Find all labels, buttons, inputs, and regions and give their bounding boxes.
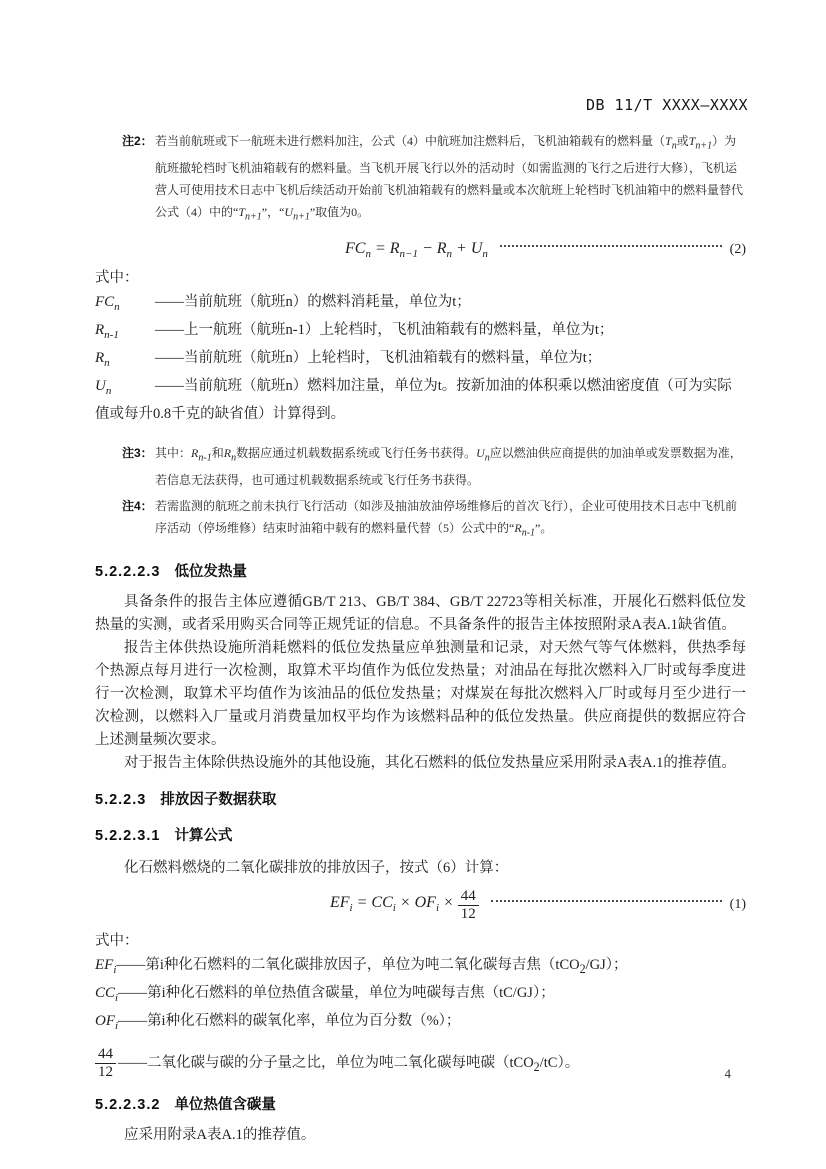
- definition-rn: [95, 347, 746, 375]
- dotted-leader: [491, 900, 722, 902]
- definition-cci-text: ——第i种化石燃料的单位热值含碳量，单位为吨碳每吉焦（tC/GJ）；: [118, 984, 555, 1001]
- formula-1: [95, 884, 746, 926]
- definition-cci-term: $CC_i$: [95, 984, 119, 1004]
- paragraph-ef-intro: 化石燃料燃烧的二氧化碳排放的排放因子，按式（6）计算：: [124, 859, 509, 876]
- definition-rn-term: $R_n$: [95, 349, 110, 369]
- note-4-label: 注4：: [122, 499, 153, 514]
- note-4: [95, 495, 746, 544]
- heading-5-2-2-3-2: [95, 1094, 746, 1116]
- formula-2: [95, 237, 746, 263]
- definition-efi-text: ——第i种化石燃料的二氧化碳排放因子，单位为吨二氧化碳每吉焦（tCO$_2$/GJ）；: [116, 956, 628, 976]
- doc-code-header: DB 11/T XXXX—XXXX: [585, 96, 748, 114]
- note-3-text: 其中：$R_{n-1}$和$R_n$数据应通过机载数据系统或飞行任务书获得。$U_n$应以燃油供应商提供的加油单或发票数据为准，若信息无法获得，也可通过机载数据系统或飞行任务书获得。: [155, 445, 742, 488]
- heading-5-2-2-3-title: 排放因子数据获取: [160, 791, 277, 808]
- note-2-text: 若当前航班或下一航班未进行燃料加注，公式（4）中航班加注燃料后，飞机油箱载有的燃料量（$T_n$或$T_{n+1}$）为航班撤轮档时飞机油箱载有的燃料量。当飞机开展飞行以外的活动时（如需监测的飞行之后进行大修），飞机运营人可使用技术日志中飞机后续活动开始前飞机油箱载有的燃料量或本次航班上轮档时飞机油箱中的燃料量替代公式（4）中的“$T_{n+1}$”，“$U_{n+1}$”取值为0。: [155, 134, 744, 223]
- formula-1-expression: $EF_i = CC_i \times OF_i$ ×: [330, 894, 454, 915]
- document-content: [0, 130, 826, 1147]
- heading-5-2-2-2-3-number: 5.2.2.2.3: [95, 563, 161, 580]
- definition-rn1-term: $R_{n-1}$: [95, 321, 119, 341]
- heading-5-2-2-3-2-number: 5.2.2.3.2: [95, 1096, 161, 1113]
- heading-5-2-2-3-1-title: 计算公式: [174, 827, 233, 844]
- note-2-label: 注2：: [122, 134, 153, 148]
- definition-44-12: [95, 1044, 746, 1082]
- paragraph-lhv-1: 具备条件的报告主体应遵循GB/T 213、GB/T 384、GB/T 22723等相关标准，开展化石燃料低位发热量的实测，或者采用购买合同等正规凭证的信息。不具备条件的报告主体按照附录A表A.1缺省值。: [95, 593, 746, 633]
- dotted-leader: [500, 245, 722, 247]
- note-2: [95, 130, 746, 229]
- definition-ofi: [95, 1010, 746, 1038]
- fraction-numerator: 44: [95, 1046, 116, 1064]
- definition-ofi-text: ——第i种化石燃料的碳氧化率，单位为百分数（%）；: [118, 1012, 461, 1029]
- heading-5-2-2-2-3-title: 低位发热量: [174, 563, 247, 580]
- where-label-1: 式中：: [95, 269, 139, 286]
- note-3-label: 注3：: [122, 445, 153, 460]
- definition-cci: [95, 982, 746, 1010]
- formula-1-number: (1): [729, 896, 746, 912]
- formula-2-expression: $FC_n = R_{n-1} - R_n + U_n$: [345, 239, 488, 260]
- note-4-text: 若需监测的航班之前未执行飞行活动（如涉及抽油放油停场维修后的首次飞行），企业可使用技术日志中飞机前序活动（停场维修）结束时油箱中载有的燃料量代替（5）公式中的“$R_{n-1}$”。: [155, 499, 738, 539]
- formula-2-number: (2): [729, 241, 746, 257]
- definition-rn1-text: ——上一航班（航班n-1）上轮档时，飞机油箱载有的燃料量，单位为t；: [155, 321, 614, 338]
- definition-44-12-fraction: [95, 1046, 116, 1081]
- paragraph-lhv-3: 对于报告主体除供热设施外的其他设施，其化石燃料的低位发热量应采用附录A表A.1的推荐值。: [124, 754, 736, 771]
- heading-5-2-2-3-1: [95, 825, 746, 847]
- where-label-2: 式中：: [95, 932, 139, 949]
- fraction-numerator: 44: [458, 888, 479, 906]
- paragraph-carbon-content: 应采用附录A表A.1的推荐值。: [124, 1126, 316, 1143]
- formula-1-fraction: [458, 888, 479, 923]
- definition-fcn-term: $FC_n$: [95, 293, 120, 313]
- definition-efi: [95, 954, 746, 982]
- heading-5-2-2-3: [95, 789, 746, 811]
- fraction-denominator: 12: [460, 906, 476, 923]
- definition-rn1: [95, 319, 746, 347]
- definition-fcn: [95, 291, 746, 319]
- definition-efi-term: $EF_i$: [95, 956, 117, 976]
- definition-rn-text: ——当前航班（航班n）上轮档时，飞机油箱载有的燃料量，单位为t；: [155, 349, 602, 366]
- note-3: [95, 442, 746, 491]
- definition-fcn-text: ——当前航班（航班n）的燃料消耗量，单位为t；: [155, 293, 471, 310]
- definition-un-text: ——当前航班（航班n）燃料加注量，单位为t。按新加油的体积乘以燃油密度值（可为实际值或每升0.8千克的缺省值）计算得到。: [95, 377, 732, 422]
- definition-44-12-text: ——二氧化碳与碳的分子量之比，单位为吨二氧化碳每吨碳（tCO$_2$/tC）。: [118, 1054, 580, 1074]
- fraction-denominator: 12: [98, 1064, 113, 1081]
- definition-ofi-term: $OF_i$: [95, 1012, 119, 1032]
- paragraph-lhv-2: 报告主体供热设施所消耗燃料的低位发热量应单独测量和记录，对天然气等气体燃料，供热季每个热源点每月进行一次检测，取算术平均值作为低位发热量；对油品在每批次燃料入厂时或每季度进行一次检测，取算术平均值作为该油品的低位发热量；对煤炭在每批次燃料入厂时或每月至少进行一次检测，以燃料入厂量或月消费量加权平均作为该燃料品种的低位发热量。供应商提供的数据应符合上述测量频次要求。: [95, 639, 746, 748]
- page-number: 4: [724, 1066, 731, 1081]
- definition-un-term: $U_n$: [95, 377, 112, 397]
- definition-un: [95, 375, 746, 426]
- heading-5-2-2-2-3: [95, 561, 746, 583]
- heading-5-2-2-3-1-number: 5.2.2.3.1: [95, 827, 161, 844]
- heading-5-2-2-3-number: 5.2.2.3: [95, 791, 147, 808]
- heading-5-2-2-3-2-title: 单位热值含碳量: [174, 1096, 276, 1113]
